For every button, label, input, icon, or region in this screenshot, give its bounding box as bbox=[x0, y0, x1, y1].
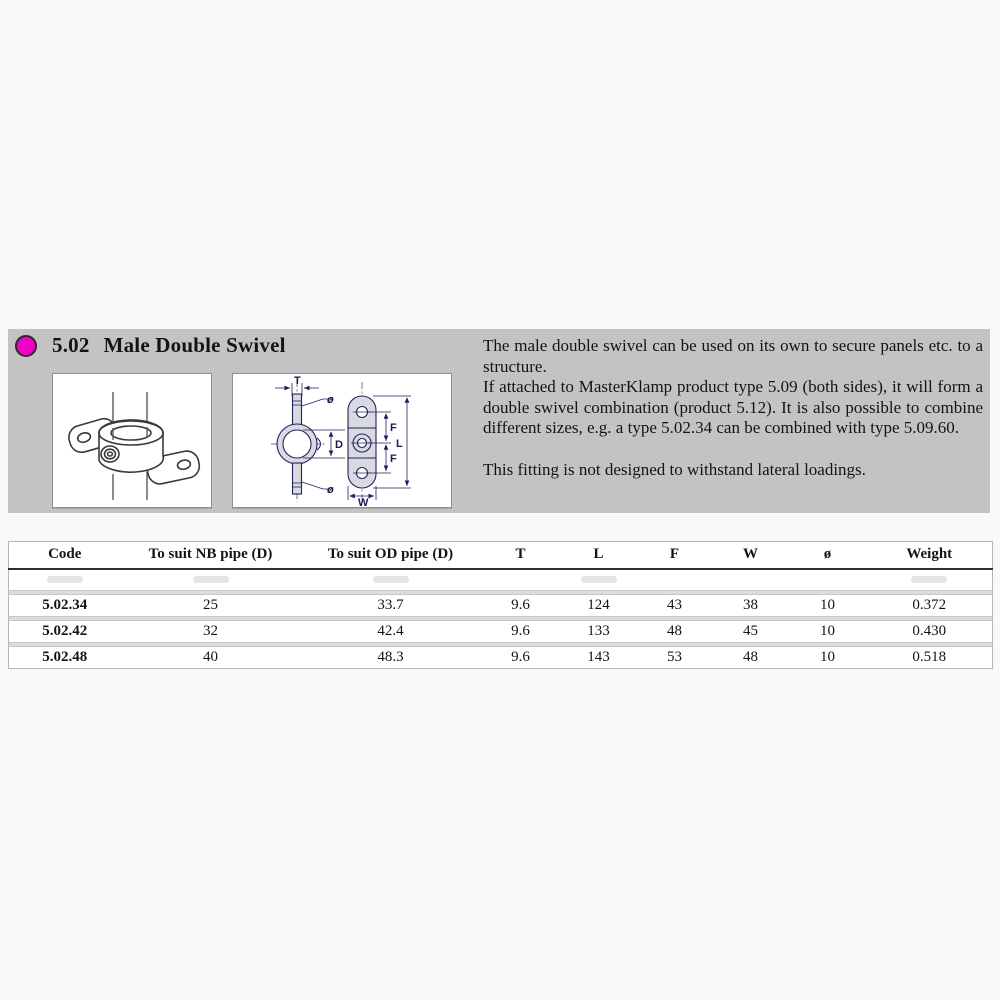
cell-l: 133 bbox=[587, 623, 610, 639]
diameter-symbol-bottom: ø bbox=[327, 484, 334, 496]
cell-f: 48 bbox=[667, 623, 682, 639]
cell-w: 45 bbox=[743, 623, 758, 639]
description-paragraph-3: This fitting is not designed to withstand lateral loadings. bbox=[483, 459, 866, 479]
product-header-band bbox=[8, 329, 990, 513]
column-header-l: L bbox=[561, 542, 637, 569]
cell-t: 9.6 bbox=[511, 623, 530, 639]
spec-table bbox=[8, 541, 993, 669]
cell-od: 48.3 bbox=[377, 649, 404, 665]
cell-w: 48 bbox=[743, 649, 758, 665]
isometric-drawing-box bbox=[52, 373, 212, 508]
product-title-row bbox=[52, 333, 286, 358]
cell-dia: 10 bbox=[820, 623, 835, 639]
column-header-f: F bbox=[637, 542, 713, 569]
product-code: 5.02 bbox=[52, 333, 90, 357]
category-bullet bbox=[15, 335, 37, 357]
cell-f: 43 bbox=[667, 597, 682, 613]
column-header-w: W bbox=[713, 542, 789, 569]
cell-t: 9.6 bbox=[511, 649, 530, 665]
cell-od: 33.7 bbox=[377, 597, 404, 613]
cell-dia: 10 bbox=[820, 597, 835, 613]
dim-label-f-upper: F bbox=[390, 422, 397, 434]
diameter-symbol-top: ø bbox=[327, 394, 334, 406]
cell-nb: 32 bbox=[203, 623, 218, 639]
header-row bbox=[9, 542, 993, 569]
column-header-weight: Weight bbox=[867, 542, 993, 569]
dimension-drawing bbox=[233, 374, 451, 507]
dim-label-d: D bbox=[335, 439, 343, 451]
isometric-drawing bbox=[53, 374, 211, 507]
spec-table-wrap bbox=[8, 541, 992, 669]
cell-w: 38 bbox=[743, 597, 758, 613]
column-header-dia: ø bbox=[789, 542, 867, 569]
cell-code: 5.02.42 bbox=[42, 623, 88, 639]
cell-weight: 0.430 bbox=[912, 623, 947, 639]
description-paragraph-1: The male double swivel can be used on its own to secure panels etc. to a structure. bbox=[483, 336, 983, 376]
dim-label-f-lower: F bbox=[390, 453, 397, 465]
column-header-od-pipe: To suit OD pipe (D) bbox=[301, 542, 481, 569]
dim-label-t: T bbox=[294, 375, 301, 387]
cell-code: 5.02.48 bbox=[42, 649, 88, 665]
product-name: Male Double Swivel bbox=[103, 333, 286, 357]
cell-t: 9.6 bbox=[511, 597, 530, 613]
table-row bbox=[9, 647, 993, 669]
cell-code: 5.02.34 bbox=[42, 597, 88, 613]
column-header-code: Code bbox=[9, 542, 121, 569]
cell-weight: 0.518 bbox=[912, 649, 947, 665]
dim-label-w: W bbox=[358, 497, 369, 507]
faded-empty-row bbox=[9, 569, 993, 591]
cell-f: 53 bbox=[667, 649, 682, 665]
cell-od: 42.4 bbox=[377, 623, 404, 639]
cell-l: 124 bbox=[587, 597, 610, 613]
description-paragraph-2: If attached to MasterKlamp product type 5.09 (both sides), it will form a double swivel combination (product 5.12). It is also possible to combine different sizes, e.g. a type 5.02.34 can be combined with type 5.09.60. bbox=[483, 377, 983, 437]
cell-dia: 10 bbox=[820, 649, 835, 665]
product-description bbox=[483, 336, 983, 480]
cell-nb: 25 bbox=[203, 597, 218, 613]
column-header-t: T bbox=[481, 542, 561, 569]
cell-nb: 40 bbox=[203, 649, 218, 665]
cell-weight: 0.372 bbox=[912, 597, 947, 613]
table-row bbox=[9, 595, 993, 617]
dimension-drawing-box bbox=[232, 373, 452, 508]
table-row bbox=[9, 621, 993, 643]
column-header-nb-pipe: To suit NB pipe (D) bbox=[121, 542, 301, 569]
cell-l: 143 bbox=[587, 649, 610, 665]
dim-label-l: L bbox=[396, 438, 403, 450]
